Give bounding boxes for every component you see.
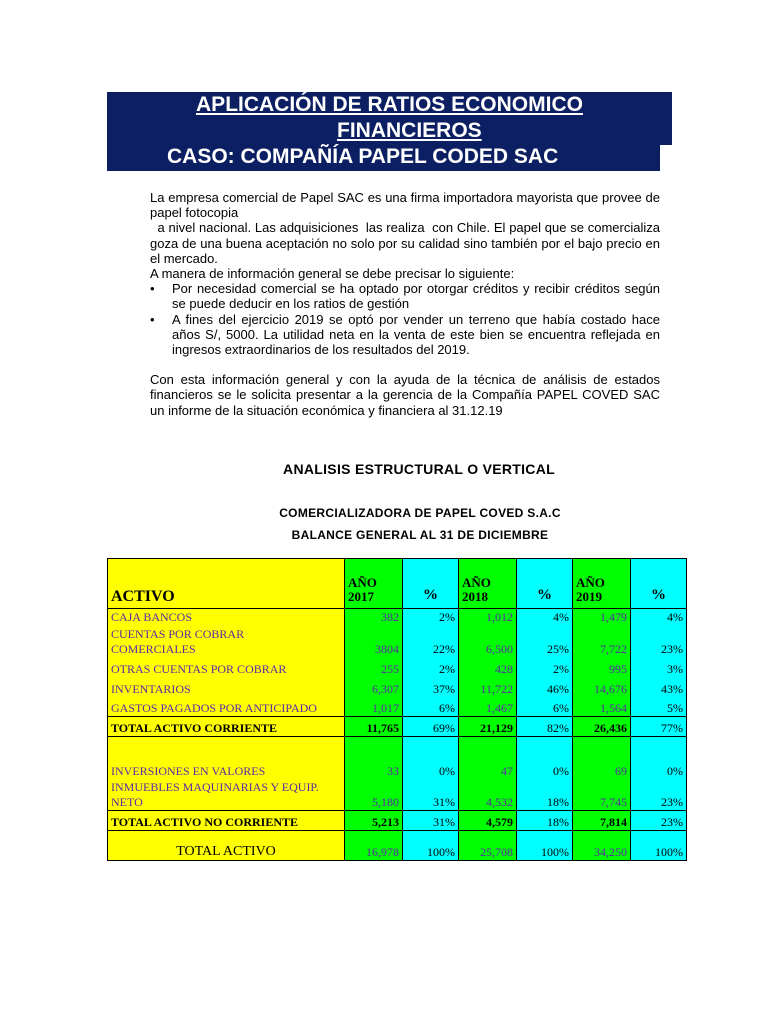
header-activo: ACTIVO bbox=[108, 559, 345, 609]
header-pct-2019: % bbox=[631, 559, 687, 609]
intro-text bbox=[150, 190, 664, 418]
bullet-text-2: A fines del ejercicio 2019 se optó por vender un terreno que había costado hace años S/, 5000. La utilidad neta en la venta de este bien se encuentra reflejada en ingresos extraordinarios de los resultados del 2019. bbox=[172, 311, 660, 358]
cell-pct: 18% bbox=[517, 811, 573, 831]
bullet-icon: • bbox=[150, 281, 155, 297]
cell-value: 11,722 bbox=[459, 677, 517, 697]
cell-pct: 5% bbox=[631, 697, 687, 717]
cell-value: 1,479 bbox=[573, 609, 631, 625]
intro-paragraph-1b: a nivel nacional. Las adquisiciones las realiza con Chile. El papel que se comercializa goza de una buena aceptación no solo por su calidad sino también por el bajo precio en el mercado. bbox=[150, 220, 664, 266]
section-title: ANALISIS ESTRUCTURAL O VERTICAL bbox=[283, 461, 555, 477]
cell-value: 1,017 bbox=[345, 697, 403, 717]
table-row bbox=[108, 677, 687, 697]
company-name: COMERCIALIZADORA DE PAPEL COVED S.A.C bbox=[279, 506, 561, 520]
cell-value: 16,978 bbox=[345, 831, 403, 861]
cell-pct: 31% bbox=[403, 811, 459, 831]
header-year-2019: AÑO 2019 bbox=[573, 559, 631, 609]
table-row bbox=[108, 779, 687, 811]
cell-value: 25,708 bbox=[459, 831, 517, 861]
cell-value: 1,564 bbox=[573, 697, 631, 717]
cell-pct: 2% bbox=[517, 657, 573, 677]
cell-pct: 0% bbox=[631, 737, 687, 779]
cell-pct: 100% bbox=[631, 831, 687, 861]
cell-pct: 43% bbox=[631, 677, 687, 697]
table-row bbox=[108, 697, 687, 717]
intro-paragraph-1a: La empresa comercial de Papel SAC es una firma importadora mayorista que provee de papel fotocopia bbox=[150, 190, 660, 221]
table-row bbox=[108, 609, 687, 625]
cell-pct: 37% bbox=[403, 677, 459, 697]
cell-pct: 25% bbox=[517, 625, 573, 657]
cell-value: 14,676 bbox=[573, 677, 631, 697]
row-label: INMUEBLES MAQUINARIAS Y EQUIP. NETO bbox=[108, 779, 345, 811]
cell-value: 5,213 bbox=[345, 811, 403, 831]
cell-pct: 2% bbox=[403, 657, 459, 677]
row-label: INVERSIONES EN VALORES bbox=[108, 737, 345, 779]
row-label: CUENTAS POR COBRAR COMERCIALES bbox=[108, 625, 345, 657]
row-label: GASTOS PAGADOS POR ANTICIPADO bbox=[108, 697, 345, 717]
row-label: TOTAL ACTIVO NO CORRIENTE bbox=[108, 811, 345, 831]
cell-pct: 4% bbox=[517, 609, 573, 625]
cell-value: 382 bbox=[345, 609, 403, 625]
header-year-2017: AÑO 2017 bbox=[345, 559, 403, 609]
title-line-1: APLICACIÓN DE RATIOS ECONOMICO bbox=[196, 93, 583, 116]
cell-pct: 3% bbox=[631, 657, 687, 677]
cell-pct: 18% bbox=[517, 779, 573, 811]
row-label: TOTAL ACTIVO bbox=[108, 831, 345, 861]
cell-value: 33 bbox=[345, 737, 403, 779]
cell-pct: 6% bbox=[403, 697, 459, 717]
total-row bbox=[108, 811, 687, 831]
cell-value: 255 bbox=[345, 657, 403, 677]
cell-value: 3804 bbox=[345, 625, 403, 657]
cell-pct: 77% bbox=[631, 717, 687, 737]
cell-value: 6,307 bbox=[345, 677, 403, 697]
cell-value: 6,500 bbox=[459, 625, 517, 657]
cell-value: 21,129 bbox=[459, 717, 517, 737]
header-pct-2018: % bbox=[517, 559, 573, 609]
row-label: CAJA BANCOS bbox=[108, 609, 345, 625]
cell-pct: 23% bbox=[631, 811, 687, 831]
cell-pct: 69% bbox=[403, 717, 459, 737]
cell-value: 26,436 bbox=[573, 717, 631, 737]
cell-pct: 2% bbox=[403, 609, 459, 625]
cell-value: 11,765 bbox=[345, 717, 403, 737]
cell-pct: 31% bbox=[403, 779, 459, 811]
cell-pct: 0% bbox=[517, 737, 573, 779]
bullet-icon: • bbox=[150, 311, 155, 327]
cell-value: 995 bbox=[573, 657, 631, 677]
bullet-item-2 bbox=[150, 312, 660, 358]
table-row bbox=[108, 625, 687, 657]
cell-value: 7,814 bbox=[573, 811, 631, 831]
cell-pct: 23% bbox=[631, 625, 687, 657]
title-line-2: FINANCIEROS bbox=[337, 119, 482, 142]
cell-pct: 100% bbox=[517, 831, 573, 861]
cell-value: 69 bbox=[573, 737, 631, 779]
cell-value: 1,467 bbox=[459, 697, 517, 717]
cell-pct: 22% bbox=[403, 625, 459, 657]
total-row bbox=[108, 717, 687, 737]
cell-value: 4,579 bbox=[459, 811, 517, 831]
cell-pct: 46% bbox=[517, 677, 573, 697]
cell-value: 428 bbox=[459, 657, 517, 677]
row-label: OTRAS CUENTAS POR COBRAR bbox=[108, 657, 345, 677]
intro-paragraph-2: A manera de información general se debe precisar lo siguiente: bbox=[150, 266, 515, 282]
title-banner bbox=[107, 92, 672, 171]
cell-pct: 4% bbox=[631, 609, 687, 625]
cell-pct: 6% bbox=[517, 697, 573, 717]
cell-value: 1,012 bbox=[459, 609, 517, 625]
cell-pct: 0% bbox=[403, 737, 459, 779]
banner-notch bbox=[660, 145, 672, 171]
bullet-item-1 bbox=[150, 281, 660, 311]
header-pct-2017: % bbox=[403, 559, 459, 609]
cell-value: 34,250 bbox=[573, 831, 631, 861]
balance-title: BALANCE GENERAL AL 31 DE DICIEMBRE bbox=[291, 528, 549, 542]
table-row bbox=[108, 737, 687, 779]
cell-value: 4,532 bbox=[459, 779, 517, 811]
cell-value: 47 bbox=[459, 737, 517, 779]
cell-pct: 23% bbox=[631, 779, 687, 811]
cell-pct: 82% bbox=[517, 717, 573, 737]
table-header-row bbox=[108, 559, 687, 609]
balance-table bbox=[107, 558, 687, 861]
cell-pct: 100% bbox=[403, 831, 459, 861]
intro-paragraph-3: Con esta información general y con la ayuda de la técnica de análisis de estados financieros se le solicita presentar a la gerencia de la Compañía PAPEL COVED SAC un informe de la situación económica y financiera al 31.12.19 bbox=[150, 372, 660, 418]
row-label: INVENTARIOS bbox=[108, 677, 345, 697]
row-label: TOTAL ACTIVO CORRIENTE bbox=[108, 717, 345, 737]
header-year-2018: AÑO 2018 bbox=[459, 559, 517, 609]
cell-value: 7,722 bbox=[573, 625, 631, 657]
grand-total-row bbox=[108, 831, 687, 861]
bullet-text-1: Por necesidad comercial se ha optado por otorgar créditos y recibir créditos según se puede deducir en los ratios de gestión bbox=[172, 281, 660, 312]
table-row bbox=[108, 657, 687, 677]
intro-bullets bbox=[150, 281, 660, 357]
cell-value: 7,745 bbox=[573, 779, 631, 811]
title-line-3: CASO: COMPAÑÍA PAPEL CODED SAC bbox=[167, 145, 559, 168]
cell-value: 5,180 bbox=[345, 779, 403, 811]
